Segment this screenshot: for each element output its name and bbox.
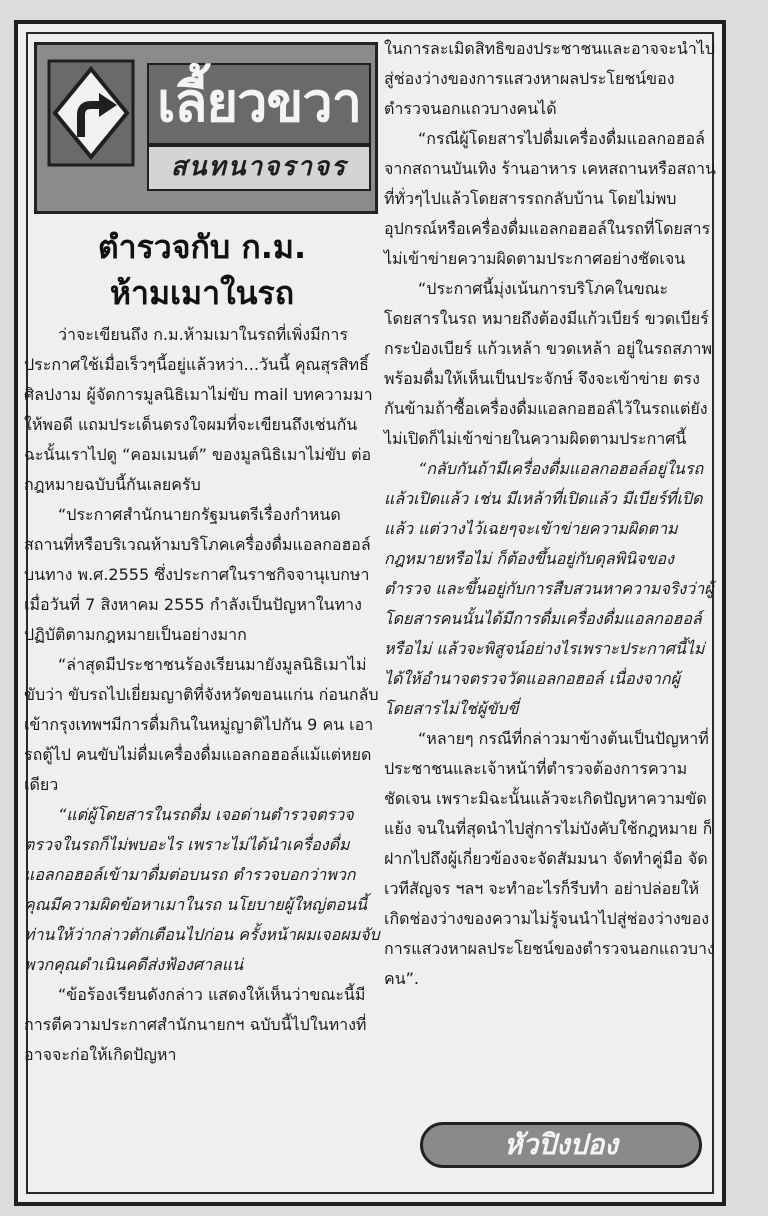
- column-masthead: [34, 42, 378, 214]
- headline-line-2: ห้ามเมาในรถ: [109, 274, 295, 312]
- paragraph: “ล่าสุดมีประชาชนร้องเรียนมายังมูลนิธิเมาไม่ขับว่า ขับรถไปเยี่ยมญาติที่จังหวัดขอนแก่น ก่อนกลับเข้ากรุงเทพฯมีการดื่มกินในหมู่ญาติไปกัน 9 คน เอารถตู้ไป คนขับไม่ดื่มเครื่องดื่มแอลกอฮอล์แม้แต่หยดเดียว: [24, 655, 379, 794]
- headline-line-1: ตำรวจกับ ก.ม.: [97, 228, 307, 266]
- paragraph: “ประกาศสำนักนายกรัฐมนตรีเรื่องกำหนดสถานที่หรือบริเวณห้ามบริโภคเครื่องดื่มแอลกอฮอล์บนทาง พ.ศ.2555 ซึ่งประกาศในราชกิจจานุเบกษาเมื่อวันที่ 7 สิงหาคม 2555 กำลังเป็นปัญหาในทางปฏิบัติตามกฎหมายเป็นอย่างมาก: [24, 505, 371, 644]
- paragraph: “กรณีผู้โดยสารไปดื่มเครื่องดื่มแอลกอฮอล์จากสถานบันเทิง ร้านอาหาร เคหสถานหรือสถานที่ทั่วๆไปแล้วโดยสารรถกลับบ้าน โดยไม่พบอุปกรณ์หรือเครื่องดื่มแอลกอฮอล์ในรถที่โดยสาร ไม่เข้าข่ายความผิดตามประกาศอย่างชัดเจน: [384, 129, 716, 268]
- column-subtitle: สนทนาจราจร: [147, 145, 371, 191]
- paragraph: “แต่ผู้โดยสารในรถดื่ม เจอด่านตำรวจตรวจ ตรวจในรถก็ไม่พบอะไร เพราะไม่ได้นำเครื่องดื่มแอลกอฮอล์เข้ามาดื่มต่อบนรถ ตำรวจบอกว่าพวกคุณมีความผิดข้อหาเมาในรถ นโยบายผู้ใหญ่ตอนนี้ท่านให้ว่ากล่าวตักเตือนไปก่อน ครั้งหน้าผมเจอผมจับพวกคุณดำเนินคดีส่งฟ้องศาลแน่: [24, 805, 380, 974]
- left-column: [24, 34, 380, 1194]
- left-body-text: [24, 320, 380, 1070]
- author-signature: หัวปิงปอง: [420, 1122, 702, 1168]
- column-title: เลี้ยวขวา: [147, 63, 371, 145]
- paragraph: ว่าจะเขียนถึง ก.ม.ห้ามเมาในรถที่เพิ่งมีการประกาศใช้เมื่อเร็วๆนี้อยู่แล้วหว่า...วันนี้ คุณสุรสิทธิ์ ศิลปงาม ผู้จัดการมูลนิธิเมาไม่ขับ mail บทความมาให้พอดี แถมประเด็นตรงใจผมที่จะเขียนถึงเช่นกัน ฉะนั้นเราไปดู “คอมเมนต์” ของมูลนิธิเมาไม่ขับ ต่อกฎหมายฉบับนี้กันเลยครับ: [24, 325, 373, 494]
- paragraph: ในการละเมิดสิทธิของประชาชนและอาจจะนำไปสู่ช่องว่างของการแสวงหาผลประโยชน์ของตำรวจนอกแถวบางคนได้: [384, 39, 716, 118]
- paragraph: “กลับกันถ้ามีเครื่องดื่มแอลกอฮอล์อยู่ในรถแล้วเปิดแล้ว เช่น มีเหล้าที่เปิดแล้ว มีเบียร์ที่เปิดแล้ว แต่วางไว้เฉยๆจะเข้าข่ายความผิดตามกฎหมายหรือไม่ ก็ต้องขึ้นอยู่กับดุลพินิจของตำรวจ และขึ้นอยู่กับการสืบสวนหาความจริงว่าผู้โดยสารคนนั้นได้มีการดื่มเครื่องดื่มแอลกอฮอล์หรือไม่ แล้วจะพิสูจน์อย่างไรเพราะประกาศนี้ไม่ได้ให้อำนาจตรวจวัดแอลกอฮอล์ เนื่องจากผู้โดยสารไม่ใช่ผู้ขับขี่: [384, 459, 714, 718]
- right-body-text: [384, 34, 716, 994]
- paragraph: “ประกาศนี้มุ่งเน้นการบริโภคในขณะโดยสารในรถ หมายถึงต้องมีแก้วเบียร์ ขวดเบียร์ กระป๋องเบียร์ แก้วเหล้า ขวดเหล้า อยู่ในรถสภาพพร้อมดื่มให้เห็นเป็นประจักษ์ จึงจะเข้าข่าย ตรงกันข้ามถ้าซื้อเครื่องดื่มแอลกอฮอล์ไว้ในรถแต่ยังไม่เปิดก็ไม่เข้าข่ายในความผิดตามประกาศนี้: [384, 279, 713, 448]
- article-headline: [24, 224, 380, 316]
- paragraph: “ข้อร้องเรียนดังกล่าว แสดงให้เห็นว่าขณะนี้มีการตีความประกาศสำนักนายกฯ ฉบับนี้ไปในทางที่อาจจะก่อให้เกิดปัญหา: [24, 985, 367, 1064]
- right-column: [384, 34, 716, 1194]
- paragraph: “หลายๆ กรณีที่กล่าวมาข้างต้นเป็นปัญหาที่ประชาชนและเจ้าหน้าที่ตำรวจต้องการความชัดเจน เพราะมิฉะนั้นแล้วจะเกิดปัญหาความขัดแย้ง จนในที่สุดนำไปสู่การไม่บังคับใช้กฎหมาย ก็ฝากไปถึงผู้เกี่ยวข้องจะจัดสัมมนา จัดทำคู่มือ จัดเวทีสัญจร ฯลฯ จะทำอะไรก็รีบทำ อย่าปล่อยให้เกิดช่องว่างของความไม่รู้จนนำไปสู่ช่องว่างของการแสวงหาผลประโยชน์ของตำรวจนอกแถวบางคน”.: [384, 729, 715, 988]
- turn-right-arrow-sign-icon: [45, 57, 137, 169]
